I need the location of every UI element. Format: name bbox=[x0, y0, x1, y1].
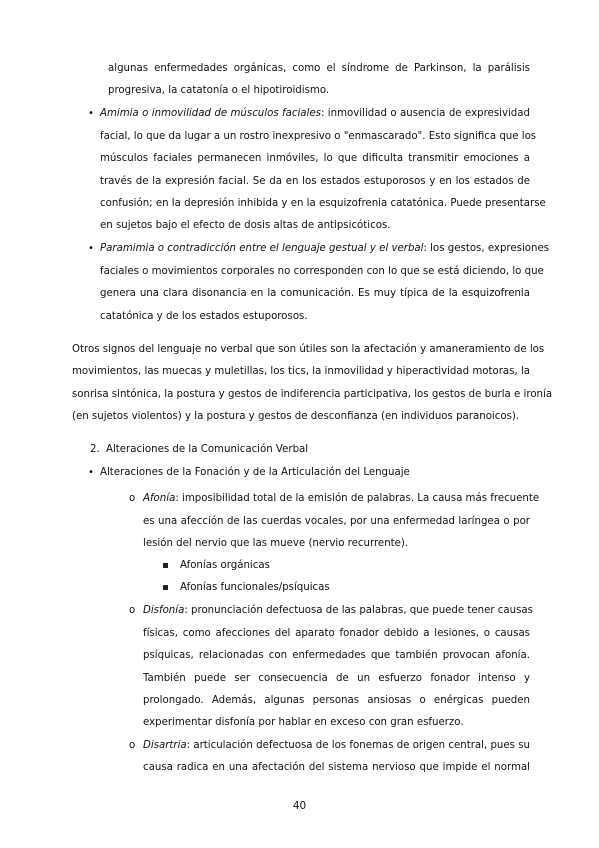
section-heading: Alteraciones de la Comunicación Verbal bbox=[106, 444, 309, 455]
afonia-term: Afonía bbox=[143, 493, 176, 504]
paragraph-line: catatónica y de los estados estuporosos. bbox=[100, 311, 308, 322]
paragraph-line: sonrisa sintónica, la postura y gestos de indiferencia participativa, los gestos de burla e ironía bbox=[72, 389, 553, 400]
subsection-heading: Alteraciones de la Fonación y de la Articulación del Lenguaje bbox=[100, 467, 410, 478]
list-marker: o bbox=[129, 605, 136, 616]
paragraph-line: faciales o movimientos corporales no corresponden con lo que se está diciendo, lo que bbox=[100, 266, 544, 277]
paragraph-line: través de la expresión facial. Se da en los estados estuporosos y en los estados de bbox=[100, 176, 530, 187]
paragraph-line: causa radica en una afectación del sistema nervioso que impide el normal bbox=[143, 762, 530, 773]
page-number: 40 bbox=[292, 800, 307, 812]
disartria-definition: : articulación defectuosa de los fonemas de origen central, pues su bbox=[186, 740, 530, 751]
square-bullet bbox=[163, 563, 168, 568]
paragraph-line: lesión del nervio que las mueve (nervio recurrente). bbox=[143, 538, 409, 549]
bullet-dot: • bbox=[88, 467, 94, 478]
disfonia-first-line bbox=[143, 604, 533, 618]
paragraph-line: en sujetos bajo el efecto de dosis altas de antipsicóticos. bbox=[100, 220, 391, 231]
list-marker: o bbox=[129, 493, 136, 504]
paragraph-line: progresiva, la catatonía o el hipotiroidismo. bbox=[108, 85, 330, 96]
paragraph-line: físicas, como afecciones del aparato fonador debido a lesiones, o causas bbox=[143, 628, 530, 639]
paragraph-line: También puede ser consecuencia de un esfuerzo fonador intenso y bbox=[143, 673, 530, 684]
amimia-term: Amimia o inmovilidad de músculos faciales bbox=[100, 108, 321, 119]
paragraph-line: Otros signos del lenguaje no verbal que son útiles son la afectación y amaneramiento de los bbox=[72, 344, 545, 355]
paramimia-first-line bbox=[100, 242, 550, 256]
disartria-term: Disartria bbox=[143, 740, 187, 751]
sub-list-item: Afonías funcionales/psíquicas bbox=[180, 582, 330, 593]
afonia-definition: : imposibilidad total de la emisión de palabras. La causa más frecuente bbox=[175, 493, 540, 504]
paragraph-line: confusión; en la depresión inhibida y en la esquizofrenia catatónica. Puede presentarse bbox=[100, 198, 546, 209]
paragraph-line: músculos faciales permanecen inmóviles, lo que dificulta transmitir emociones a bbox=[100, 153, 530, 164]
amimia-definition: : inmovilidad o ausencia de expresividad bbox=[320, 108, 530, 119]
paragraph-line: facial, lo que da lugar a un rostro inexpresivo o "enmascarado". Esto significa que los bbox=[100, 131, 537, 142]
disfonia-term: Disfonía bbox=[143, 605, 185, 616]
bullet-dot: • bbox=[88, 108, 94, 119]
section-number: 2. bbox=[90, 444, 100, 455]
disartria-first-line bbox=[143, 739, 530, 753]
paragraph-line: (en sujetos violentos) y la postura y gestos de desconfianza (en individuos paranoicos). bbox=[72, 411, 520, 422]
paragraph-line: algunas enfermedades orgánicas, como el síndrome de Parkinson, la parálisis bbox=[108, 63, 530, 74]
amimia-first-line bbox=[100, 107, 530, 121]
bullet-dot: • bbox=[88, 243, 94, 254]
paramimia-definition: : los gestos, expresiones bbox=[423, 243, 550, 254]
paramimia-term: Paramimia o contradicción entre el lenguaje gestual y el verbal bbox=[100, 243, 424, 254]
paragraph-line: genera una clara disonancia en la comunicación. Es muy típica de la esquizofrenia bbox=[100, 288, 530, 299]
list-marker: o bbox=[129, 740, 136, 751]
sub-list-item: Afonías orgánicas bbox=[180, 560, 270, 571]
square-bullet bbox=[163, 585, 168, 590]
paragraph-line: movimientos, las muecas y muletillas, los tics, la inmovilidad y hiperactividad motoras, la bbox=[72, 366, 531, 377]
paragraph-line: es una afección de las cuerdas vocales, por una enfermedad laríngea o por bbox=[143, 516, 530, 527]
disfonia-definition: : pronunciación defectuosa de las palabras, que puede tener causas bbox=[184, 605, 533, 616]
afonia-first-line bbox=[143, 492, 540, 506]
paragraph-line: prolongado. Además, algunas personas ansiosas o enérgicas pueden bbox=[143, 695, 530, 706]
paragraph-line: psíquicas, relacionadas con enfermedades que también provocan afonía. bbox=[143, 650, 530, 661]
paragraph-line: experimentar disfonía por hablar en exceso con gran esfuerzo. bbox=[143, 717, 464, 728]
